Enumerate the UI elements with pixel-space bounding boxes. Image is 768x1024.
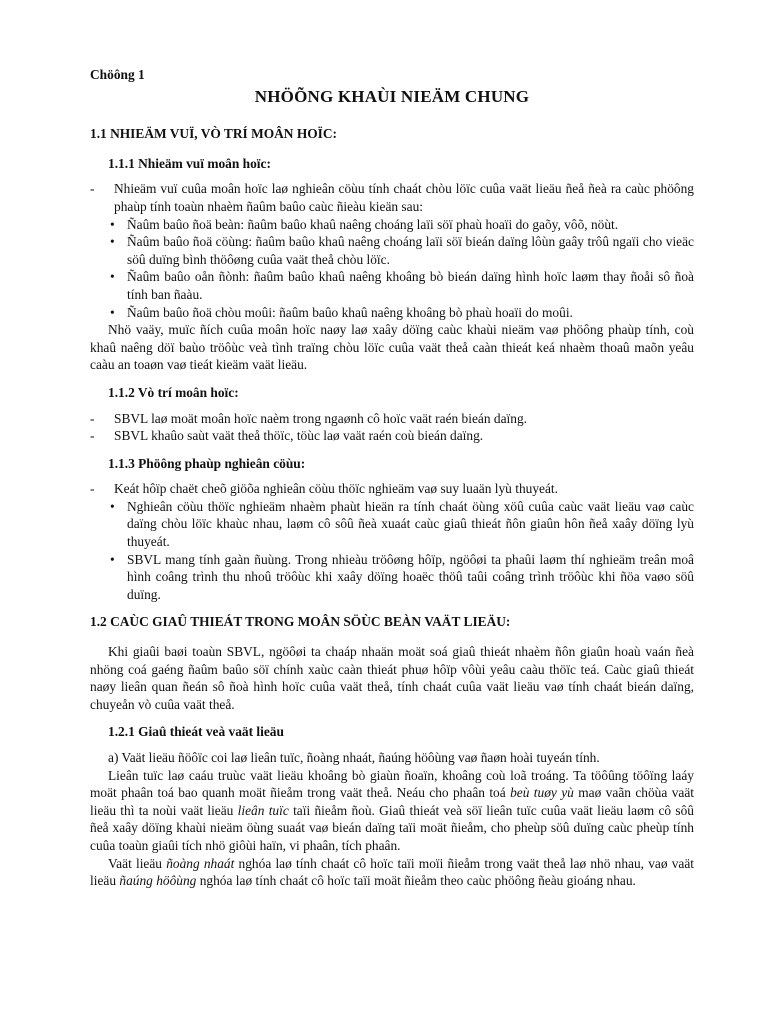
paragraph — [90, 855, 694, 890]
bullet-item — [90, 268, 694, 303]
italic-term: ñoàng nhaát — [166, 855, 235, 871]
subsection-heading-1-1-1: 1.1.1 Nhieäm vuï moân hoïc: — [108, 155, 271, 171]
paragraph-text: Lieân tuïc laø caáu truùc vaät lieäu khoâng bò giaùn ñoaïn, khoâng coù loã troáng. Ta töôûng töôïng laáy moät phaân toá bao quanh moät ñieåm trong vaät theå. Neáu cho phaân toá — [90, 767, 694, 801]
subsection-heading-1-1-3: 1.1.3 Phöông phaùp nghieân cöùu: — [108, 455, 306, 471]
italic-term: lieân tuïc — [237, 802, 289, 818]
dash-item-text: Nhieäm vuï cuûa moân hoïc laø nghieân cöùu tính chaát chòu löïc cuûa vaät lieäu ñeå ñeà ra caùc phöông phaùp tính toaùn nhaèm ñaûm baûo caùc ñieàu kieän sau: — [114, 181, 694, 214]
dash-item — [90, 410, 694, 428]
dash-mark: - — [90, 481, 95, 497]
paragraph: Nhö vaäy, muïc ñích cuûa moân hoïc naøy laø xaây döïng caùc khaùi nieäm vaø phöông phaùp tính, coù khaû naêng döï baùo tröôùc veà tình traïng chòu löïc cuûa vaät theå caàn thieát keá nhaèm thoaû maõn yeâu caàu an toaøn vaø tieát kieäm vaät lieäu. — [90, 322, 694, 373]
bullet-item — [90, 304, 694, 322]
chapter-label: Chöông 1 — [90, 67, 145, 82]
bullet-item-text: Ñaûm baûo ñoä chòu moûi: ñaûm baûo khaû naêng khoâng bò phaù hoaïi do moûi. — [127, 304, 573, 320]
dash-item-text: SBVL laø moät moân hoïc naèm trong ngaønh cô hoïc vaät raén bieán daïng. — [114, 410, 528, 426]
bullet-list — [90, 216, 694, 322]
paragraph-text: taïi ñieåm ñoù. Giaû thieát veà söï lieân tuïc cuûa vaät lieäu laøm cô sôû ñeå xaây döïng khaùi nieäm öùng suaát vaø bieán daïng taïi moät ñieåm, cho pheùp söû duïng caùc pheùp tính cuûa toaùn giaûi tích nhö giôùi haïn, vi phaân, tích phaân. — [90, 802, 694, 853]
paragraph-text: nghóa laø tính chaát cô hoïc taïi moät ñieåm theo caùc phöông ñeàu gioáng nhau. — [196, 873, 636, 889]
italic-term: ñaúng höôùng — [119, 873, 197, 889]
paragraph — [90, 767, 694, 855]
bullet-mark: • — [110, 498, 115, 514]
dash-mark: - — [90, 410, 95, 426]
subsection-heading-1-2-1: 1.2.1 Giaû thieát veà vaät lieäu — [108, 724, 284, 740]
bullet-item — [90, 551, 694, 604]
paragraph: a) Vaät lieäu ñöôïc coi laø lieân tuïc, ñoàng nhaát, ñaúng höôùng vaø ñaøn hoài tuyeán tính. — [108, 750, 600, 765]
dash-item-text: Keát hôïp chaët cheõ giöõa nghieân cöùu thöïc nghieäm vaø suy luaän lyù thuyeát. — [114, 481, 558, 497]
dash-mark: - — [90, 181, 95, 197]
bullet-item — [90, 498, 694, 551]
dash-mark: - — [90, 428, 95, 444]
dash-item — [90, 427, 694, 445]
section-heading-1-2: 1.2 CAÙC GIAÛ THIEÁT TRONG MOÂN SÖÙC BEÀN VAÄT LIEÄU: — [90, 614, 511, 630]
bullet-item-text: Nghieân cöùu thöïc nghieäm nhaèm phaùt hieän ra tính chaát öùng xöû cuûa caùc vaät lieäu vaø caùc daïng chòu löïc khaùc nhau, laøm cô sôû ñeà xuaát caùc giaû thieát ñôn giaûn hôn ñeå xaây döïng lyù thuyeát. — [127, 498, 694, 550]
bullet-mark: • — [110, 304, 115, 320]
dash-item-text: SBVL khaûo saùt vaät theå thöïc, töùc laø vaät raén coù bieán daïng. — [114, 428, 484, 444]
bullet-item-text: Ñaûm baûo ñoä beàn: ñaûm baûo khaû naêng choáng laïi söï phaù hoaïi do gaõy, vôõ, nöùt. — [127, 216, 619, 232]
paragraph-text: nghóa laø tính chaát cô hoïc taïi moïi ñieåm trong vaät theå laø nhö nhau, vaø vaät lieäu — [90, 855, 695, 889]
document-page — [90, 66, 694, 890]
bullet-item-text: Ñaûm baûo oån ñònh: ñaûm baûo khaû naêng khoâng bò bieán daïng hình hoïc laøm thay ñoåi sô ñoà tính ban ñaàu. — [127, 269, 694, 302]
bullet-item — [90, 233, 694, 268]
page-title: NHÖÕNG KHAÙI NIEÄM CHUNG — [254, 86, 530, 106]
bullet-mark: • — [110, 551, 115, 567]
bullet-item-text: Ñaûm baûo ñoä cöùng: ñaûm baûo khaû naêng choáng laïi söï bieán daïng lôùn gaây trôû ngaïi cho vieäc söû duïng bình thöôøng cuûa vaät theå chòu löïc. — [127, 234, 694, 267]
paragraph-text: maø vaãn chöùa vaät lieäu thì ta noùi vaät lieäu — [90, 785, 694, 818]
bullet-mark: • — [110, 269, 115, 285]
bullet-list — [90, 498, 694, 604]
paragraph: Khi giaûi baøi toaùn SBVL, ngöôøi ta chaáp nhaän moät soá giaû thieát nhaèm ñôn giaûn hoaù vaán ñeà nhöng coá gaéng ñaûm baûo söï chính xaùc caàn thieát phuø hôïp vôùi yeâu caàu thöïc teá. Caùc giaû thieát naøy lieân quan ñeán sô ñoà hình hoïc cuûa vaät theå, tính chaát cuûa vaät lieäu vaø tính chaát bieán daïng, chuyeån vò cuûa vaät theå. — [90, 644, 694, 712]
bullet-item — [90, 216, 694, 234]
dash-item — [90, 180, 694, 215]
section-heading-1-1: 1.1 NHIEÄM VUÏ, VÒ TRÍ MOÂN HOÏC: — [90, 126, 338, 142]
bullet-mark: • — [110, 216, 115, 232]
bullet-mark: • — [110, 234, 115, 250]
subsection-heading-1-1-2: 1.1.2 Vò trí moân hoïc: — [108, 384, 239, 400]
bullet-item-text: SBVL mang tính gaàn ñuùng. Trong nhieàu tröôøng hôïp, ngöôøi ta phaûi laøm thí nghieäm treân moâ hình coâng trình thu nhoû tröôùc khi xaây döïng hoaëc thöû taûi coâng trình tröôùc khi ñöa vaøo söû duïng. — [127, 551, 694, 602]
dash-item — [90, 480, 694, 498]
paragraph-text: Vaät lieäu — [108, 855, 167, 871]
italic-term: beù tuøy yù — [510, 785, 574, 801]
